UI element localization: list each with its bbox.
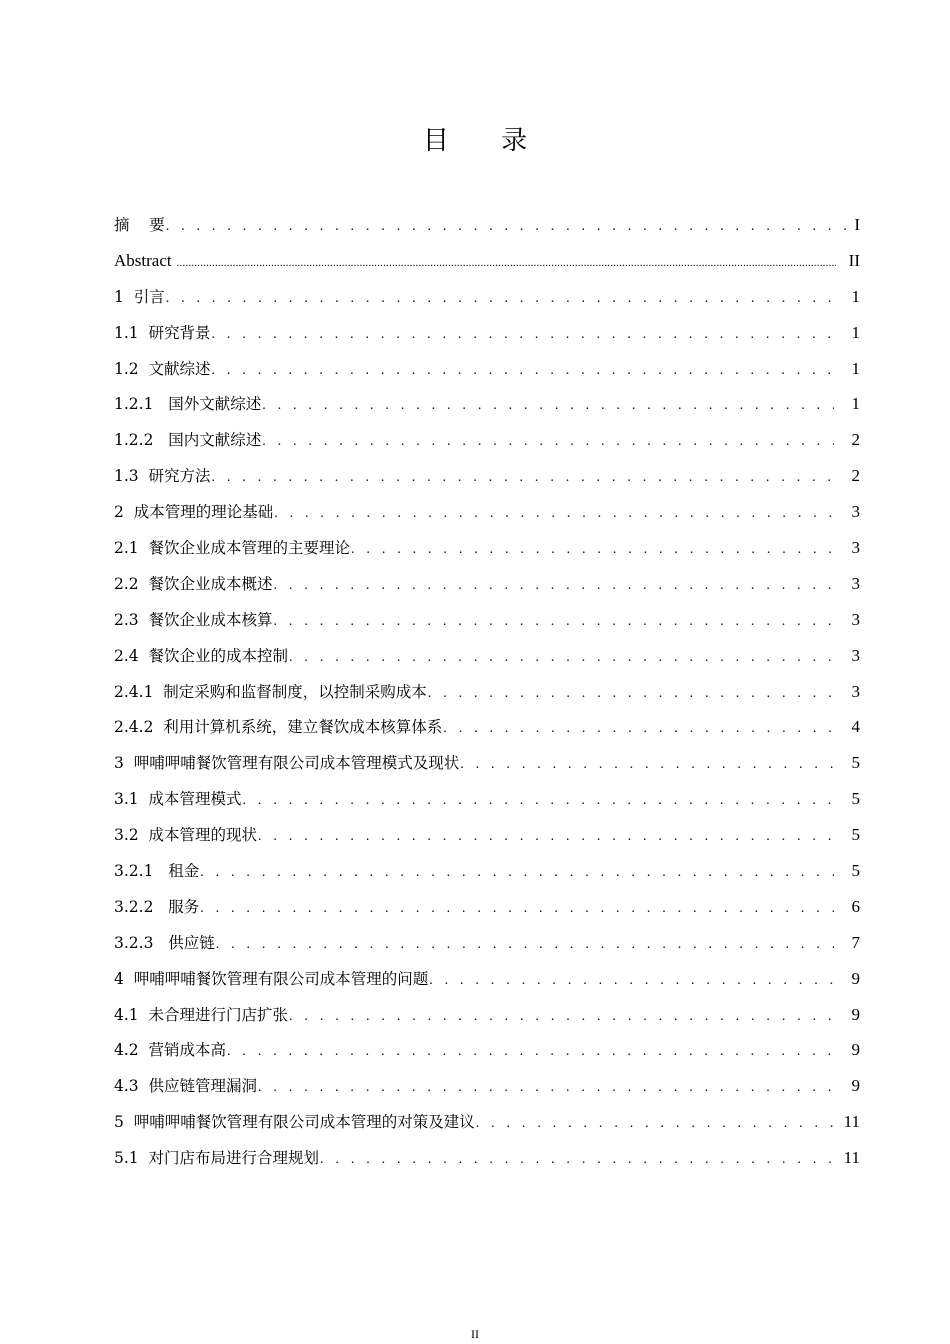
toc-entry[interactable] [114, 674, 860, 710]
toc-entry-page: 7 [851, 932, 860, 952]
toc-entry-label: 2.3 餐饮企业成本核算 [114, 610, 273, 629]
toc-entry-page: 11 [843, 1112, 860, 1132]
toc-entry[interactable] [114, 1140, 860, 1176]
toc-leader-dots [262, 388, 834, 424]
toc-entry-page: 3 [851, 681, 860, 701]
toc-entry[interactable] [114, 817, 860, 853]
toc-entry-page: 11 [843, 1148, 860, 1168]
toc-entry[interactable] [114, 566, 860, 602]
toc-leader-dots [212, 317, 834, 353]
toc-entry-label: 4.2 营销成本高 [114, 1041, 227, 1060]
toc-leader-dots [243, 783, 834, 819]
toc-leader-dots [351, 532, 834, 568]
toc-entry-label: 5.1 对门店布局进行合理规划 [114, 1149, 320, 1168]
toc-leader-dots [258, 819, 834, 855]
toc-entry[interactable] [114, 961, 860, 997]
toc-leader-dots [274, 568, 834, 604]
toc-entry[interactable] [114, 602, 860, 638]
toc-entry[interactable] [114, 386, 860, 422]
toc-leader-dots [166, 281, 834, 317]
toc-leader-dots [258, 1070, 834, 1106]
toc-entry-label: Abstract [114, 250, 172, 270]
toc-entry[interactable] [114, 315, 860, 351]
toc-entry-page: 3 [851, 538, 860, 558]
toc-entry[interactable] [114, 494, 860, 530]
toc-entry-page: 5 [851, 825, 860, 845]
toc-leader-dots [200, 891, 834, 927]
toc-entry[interactable] [114, 925, 860, 961]
toc-entry-label: 2.4 餐饮企业的成本控制 [114, 646, 289, 665]
toc-entry-label: 2.2 餐饮企业成本概述 [114, 574, 273, 593]
toc-entry-page: 3 [851, 573, 860, 593]
toc-entry-label: 3.2.1 租金 [114, 862, 200, 881]
toc-entry-page: 1 [851, 394, 860, 414]
toc-leader-dots [476, 1106, 834, 1142]
toc-entry-label: 3 呷哺呷哺餐饮管理有限公司成本管理模式及现状 [114, 754, 460, 773]
toc-entry[interactable] [114, 745, 860, 781]
toc-leader-dots [200, 855, 834, 891]
toc-leader-dots [289, 640, 834, 676]
toc-leader-dots [227, 1034, 834, 1070]
toc-entry-page: 3 [851, 645, 860, 665]
toc-entry-page: 9 [851, 1004, 860, 1024]
toc-entry[interactable] [114, 997, 860, 1033]
toc-entry-abstract-cn[interactable] [114, 207, 860, 243]
toc-entry-label: 1.2 文献综述 [114, 359, 211, 378]
toc-leader-dots [262, 424, 834, 460]
toc-leader-dots [320, 1142, 834, 1178]
toc-entry-page: II [848, 250, 860, 270]
toc-entry[interactable] [114, 889, 860, 925]
toc-entry-page: 2 [851, 466, 860, 486]
toc-entry-page: 1 [851, 358, 860, 378]
toc-entry[interactable] [114, 279, 860, 315]
toc-entry-label: 1.2.2 国内文献综述 [114, 431, 262, 450]
toc-entry[interactable] [114, 1104, 860, 1140]
toc-entry[interactable] [114, 458, 860, 494]
toc-entry-label: 3.2 成本管理的现状 [114, 826, 258, 845]
toc-entry-page: 6 [851, 896, 860, 916]
toc-entry-label: 5 呷哺呷哺餐饮管理有限公司成本管理的对策及建议 [114, 1113, 475, 1132]
toc-entry-page: 9 [851, 1040, 860, 1060]
toc-entry-label: 1.3 研究方法 [114, 467, 211, 486]
toc-entry[interactable] [114, 1032, 860, 1068]
toc-entry-label: 2.1 餐饮企业成本管理的主要理论 [114, 539, 351, 558]
toc-leader-dots [212, 460, 834, 496]
toc-entry-page: 5 [851, 753, 860, 773]
toc-leader-dots [443, 711, 834, 747]
toc-leader-dots [274, 604, 834, 640]
toc-entry-label: 2.4.1 制定采购和监督制度，以控制采购成本 [114, 682, 427, 701]
toc-entry-label: 1.2.1 国外文献综述 [114, 395, 262, 414]
toc-leader-dots [274, 496, 834, 532]
toc-entry-page: 4 [851, 717, 860, 737]
toc-entry[interactable] [114, 781, 860, 817]
toc-leader-dots [177, 246, 836, 282]
toc-entry-page: 5 [851, 789, 860, 809]
toc-entry[interactable] [114, 530, 860, 566]
toc-entry[interactable] [114, 351, 860, 387]
toc-entry-page: 3 [851, 502, 860, 522]
toc-entry-label: 4.3 供应链管理漏洞 [114, 1077, 258, 1096]
toc-entry-page: 9 [851, 1076, 860, 1096]
toc-entry[interactable] [114, 638, 860, 674]
toc-entry-label: 1.1 研究背景 [114, 323, 211, 342]
toc-entry-label: 3.2.2 服务 [114, 897, 200, 916]
toc-entry-page: 3 [851, 609, 860, 629]
toc-entry[interactable] [114, 709, 860, 745]
toc-entry-label: 4.1 未合理进行门店扩张 [114, 1005, 289, 1024]
toc-entry-label: 4 呷哺呷哺餐饮管理有限公司成本管理的问题 [114, 969, 429, 988]
toc-entry-label: 2 成本管理的理论基础 [114, 503, 274, 522]
toc-entry-label: 3.1 成本管理模式 [114, 790, 242, 809]
toc-entry-page: 5 [851, 861, 860, 881]
table-of-contents [114, 207, 860, 1176]
toc-leader-dots [429, 963, 834, 999]
toc-entry[interactable] [114, 1068, 860, 1104]
toc-leader-dots [460, 747, 834, 783]
toc-entry-label: 1 引言 [114, 287, 165, 306]
toc-entry-label: 2.4.2 利用计算机系统，建立餐饮成本核算体系 [114, 718, 443, 737]
toc-entry[interactable] [114, 422, 860, 458]
toc-entry-page: 2 [851, 430, 860, 450]
toc-leader-dots [216, 927, 834, 963]
toc-leader-dots [289, 999, 834, 1035]
toc-entry-abstract-en[interactable] [114, 243, 860, 279]
toc-entry-page: I [854, 215, 860, 234]
page-title: 目 录 [422, 126, 550, 156]
toc-leader-dots [212, 353, 834, 389]
toc-entry-page: 9 [851, 968, 860, 988]
toc-entry-page: 1 [851, 286, 860, 306]
toc-entry-label: 摘 要 [114, 216, 165, 234]
toc-entry-label: 3.2.3 供应链 [114, 933, 215, 952]
toc-leader-dots [428, 676, 834, 712]
toc-entry[interactable] [114, 853, 860, 889]
toc-entry-page: 1 [851, 322, 860, 342]
toc-leader-dots [166, 209, 848, 245]
footer-page-number: II [471, 1327, 479, 1341]
